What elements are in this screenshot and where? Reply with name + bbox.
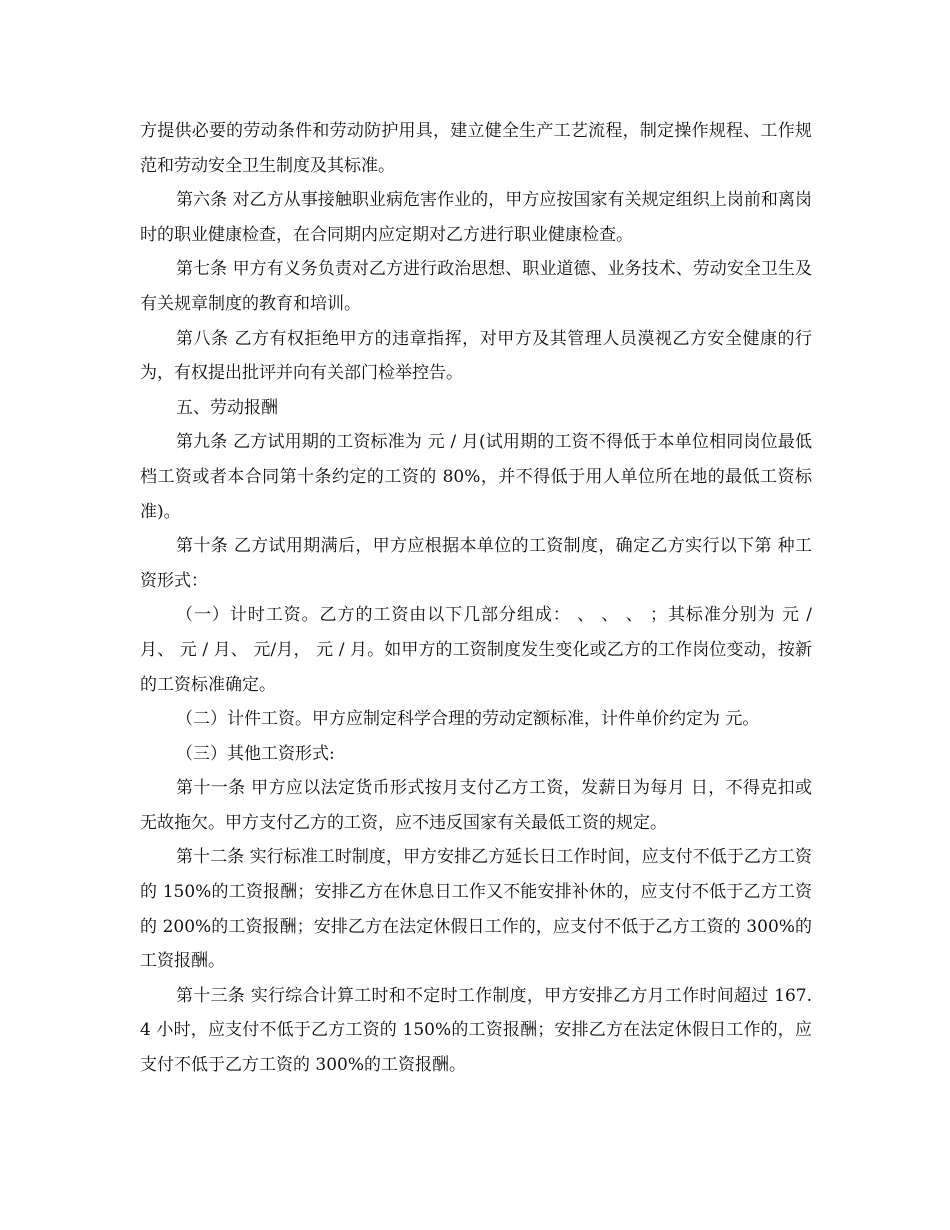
paragraph-article-8: 第八条 乙方有权拒绝甲方的违章指挥，对甲方及其管理人员漠视乙方安全健康的行为，有权提出批评并向有关部门检举控告。 [140, 328, 812, 384]
section-heading-remuneration: 五、劳动报酬 [176, 397, 278, 418]
paragraph-continuation: 方提供必要的劳动条件和劳动防护用具，建立健全生产工艺流程，制定操作规程、工作规范和劳动安全卫生制度及其标准。 [140, 121, 812, 176]
paragraph-article-13: 第十三条 实行综合计算工时和不定时工作制度，甲方安排乙方月工作时间超过 167.4 小时，应支付不低于乙方工资的 150%的工资报酬；安排乙方在法定休假日工作的，应支付不低于乙方工资的 300%的工资报酬。 [140, 985, 812, 1076]
paragraph-article-12: 第十二条 实行标准工时制度，甲方安排乙方延长日工作时间，应支付不低于乙方工资的 150%的工资报酬；安排乙方在休息日工作又不能安排补休的，应支付不低于乙方工资的 200%的工资报酬；安排乙方在法定休假日工作的，应支付不低于乙方工资的 300%的工资报酬。 [140, 847, 812, 972]
paragraph-other-wage: （三）其他工资形式: [176, 743, 335, 764]
paragraph-piece-wage: （二）计件工资。甲方应制定科学合理的劳动定额标准，计件单价约定为 元。 [176, 709, 760, 730]
paragraph-article-7: 第七条 甲方有义务负责对乙方进行政治思想、职业道德、业务技术、劳动安全卫生及有关规章制度的教育和培训。 [140, 259, 812, 314]
paragraph-article-10: 第十条 乙方试用期满后，甲方应根据本单位的工资制度，确定乙方实行以下第 种工资形式： [140, 536, 812, 591]
paragraph-article-6: 第六条 对乙方从事接触职业病危害作业的，甲方应按国家有关规定组织上岗前和离岗时的职业健康检查，在合同期内应定期对乙方进行职业健康检查。 [140, 190, 812, 245]
document-body [140, 114, 812, 1083]
paragraph-article-11: 第十一条 甲方应以法定货币形式按月支付乙方工资，发薪日为每月 日，不得克扣或无故拖欠。甲方支付乙方的工资，应不违反国家有关最低工资的规定。 [140, 778, 812, 833]
paragraph-article-9: 第九条 乙方试用期的工资标准为 元 / 月(试用期的工资不得低于本单位相同岗位最低档工资或者本合同第十条约定的工资的 80%，并不得低于用人单位所在地的最低工资标准)。 [140, 432, 812, 522]
paragraph-timed-wage: （一）计时工资。乙方的工资由以下几部分组成： 、 、 、 ；其标准分别为 元 / 月、 元 / 月、 元/月， 元 / 月。如甲方的工资制度发生变化或乙方的工作岗位变动，按新的工资标准确定。 [140, 605, 812, 695]
